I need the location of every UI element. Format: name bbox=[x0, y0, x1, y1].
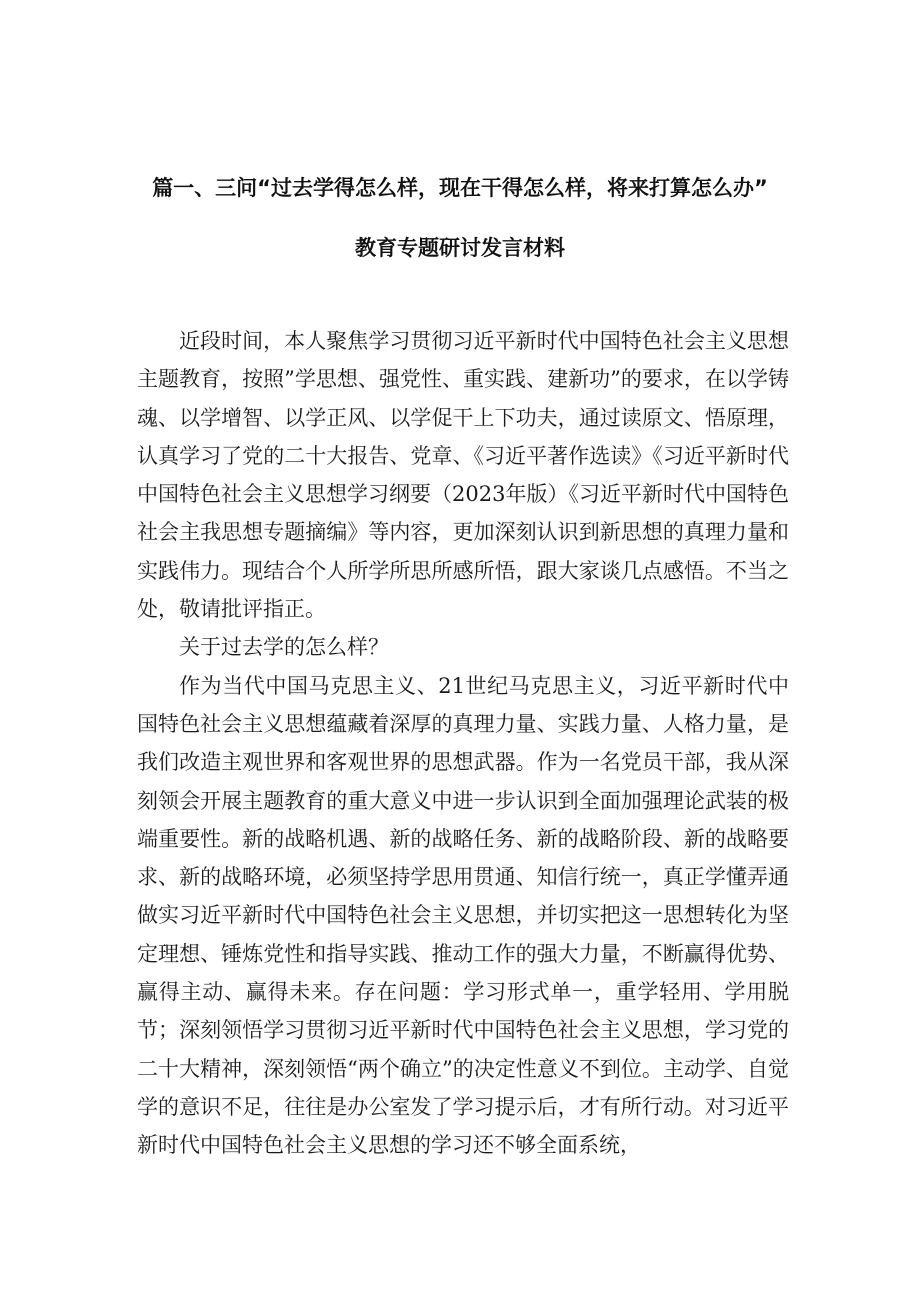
paragraph-intro: 近段时间，本人聚焦学习贯彻习近平新时代中国特色社会主义思想主题教育，按照”学思想、强党性、重实践、建新功”的要求，在以学铸魂、以学增智、以学正风、以学促干上下功夫，通过读原文、悟原理，认真学习了党的二十大报告、党章、《习近平著作选读》《习近平新时代中国特色社会主义思想学习纲要（2023年版）《习近平新时代中国特色社会主我思想专题摘编》等内容，更加深刻认识到新思想的真理力量和实践伟力。现结合个人所学所思所感所悟，跟大家谈几点感悟。不当之处，敬请批评指正。 bbox=[137, 329, 789, 622]
document-title-line-2: 教育专题研讨发言材料 bbox=[355, 236, 565, 260]
document-body bbox=[137, 322, 789, 1165]
document-title-line-1: 篇一、三问“过去学得怎么样，现在干得怎么样，将来打算怎么办” bbox=[152, 176, 768, 200]
paragraph-question-heading: 关于过去学的怎么样？ bbox=[179, 635, 389, 660]
paragraph-past-learning: 作为当代中国马克思主义、21世纪马克思主义，习近平新时代中国特色社会主义思想蕴藏着深厚的真理力量、实践力量、人格力量，是我们改造主观世界和客观世界的思想武器。作为一名党员干部，我从深刻领会开展主题教育的重大意义中进一步认识到全面加强理论武装的极端重要性。新的战略机遇、新的战略任务、新的战略阶段、新的战略要求、新的战略环境，必须坚持学思用贯通、知信行统一，真正学懂弄通做实习近平新时代中国特色社会主义思想，并切实把这一思想转化为坚定理想、锤炼党性和指导实践、推动工作的强大力量，不断赢得优势、赢得主动、赢得未来。存在问题：学习形式单一，重学轻用、学用脱节；深刻领悟学习贯彻习近平新时代中国特色社会主义思想，学习党的二十大精神，深刻领悟“两个确立”的决定性意义不到位。主动学、自觉学的意识不足，往往是办公室发了学习提示后，才有所行动。对习近平新时代中国特色社会主义思想的学习还不够全面系统， bbox=[137, 673, 789, 1158]
